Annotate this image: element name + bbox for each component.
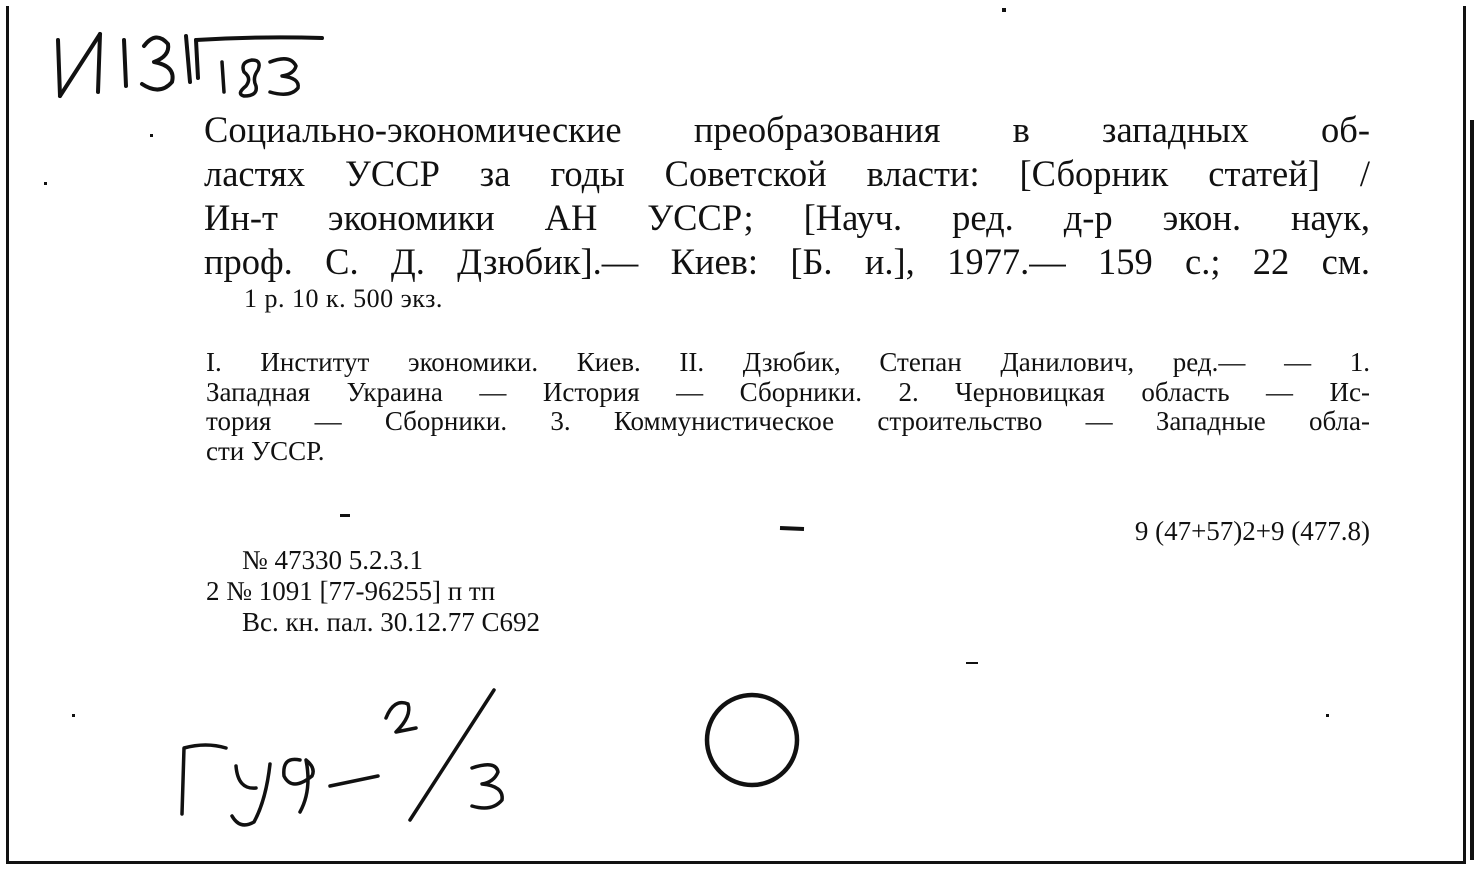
dash-mark: [780, 528, 804, 529]
registration-codes: [206, 545, 540, 638]
speck: [150, 134, 153, 137]
handwritten-bottom: [182, 690, 502, 825]
handwritten-shelfmark: [58, 34, 322, 96]
price-and-print-run: 1 р. 10 к. 500 экз.: [244, 284, 443, 313]
speck: [44, 182, 47, 185]
speck: [966, 662, 978, 664]
speck: [1002, 8, 1006, 12]
speck: [340, 514, 350, 517]
code-line: Вс. кн. пал. 30.12.77 С692: [242, 607, 540, 637]
subject-line: I. Институт экономики. Киев. II. Дзюбик, Степан Данилович, ред.— — 1.: [206, 347, 1370, 377]
code-line: № 47330 5.2.3.1: [242, 545, 424, 575]
title-line: проф. С. Д. Дзюбик].— Киев: [Б. и.], 1977.— 159 с.; 22 см.: [204, 241, 1370, 282]
subject-line: тория — Сборники. 3. Коммунистическое строительство — Западные обла-: [206, 406, 1370, 436]
subject-line: Западная Украина — История — Сборники. 2. Черновицкая область — Ис-: [206, 376, 1370, 407]
circle-mark: [707, 695, 797, 785]
title-line: Ин-т экономики АН УССР; [Науч. ред. д-р экон. наук,: [204, 197, 1370, 238]
title-line: ластях УССР за годы Советской власти: [Сборник статей] /: [204, 153, 1370, 194]
bibliographic-title: [204, 108, 1370, 284]
classification-index: 9 (47+57)2+9 (477.8): [1134, 516, 1370, 546]
subject-line: сти УССР.: [206, 435, 325, 466]
subject-headings: [206, 348, 1370, 466]
handwritten-number: [222, 59, 298, 96]
title-line: Социально-экономические преобразования в западных об-: [204, 109, 1370, 150]
speck: [1326, 714, 1329, 717]
code-line: 2 № 1091 [77-96255] п тп: [206, 576, 496, 606]
speck: [72, 714, 75, 717]
